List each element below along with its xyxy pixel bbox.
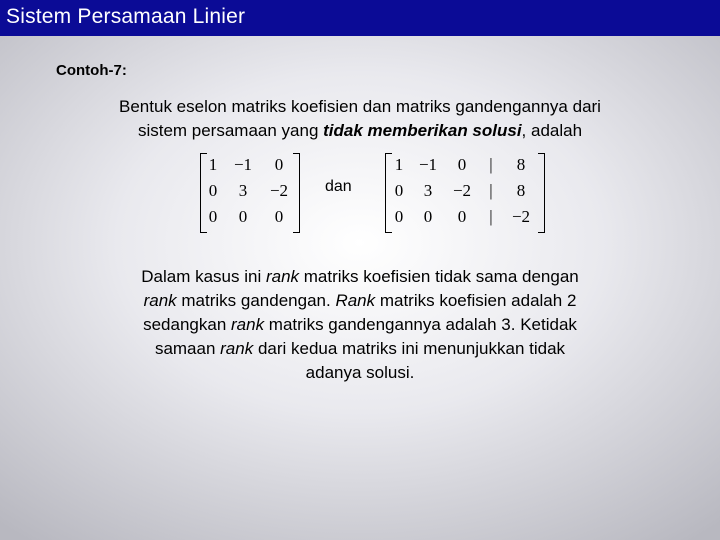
matrix-cell: 0 (274, 207, 284, 226)
conclusion-paragraph (120, 265, 600, 385)
matrix-cell: −2 (452, 181, 472, 200)
matrix-cell: −1 (233, 155, 253, 174)
matrix-cell: 1 (394, 155, 404, 174)
matrix-cell: 0 (423, 207, 433, 226)
right-bracket (538, 153, 545, 233)
matrix-cell: 0 (208, 207, 218, 226)
coefficient-matrix (200, 153, 300, 231)
matrix-cell: −2 (511, 207, 531, 226)
slide-title: Sistem Persamaan Linier (6, 5, 246, 28)
matrix-cell: 0 (394, 207, 404, 226)
matrix-cell: 0 (208, 181, 218, 200)
conclusion-line: rank matriks gandengan. Rank matriks koefisien adalah 2 (143, 291, 577, 310)
title-bar (0, 0, 720, 36)
matrix-cell: 0 (274, 155, 284, 174)
intro-line-1: Bentuk eselon matriks koefisien dan matriks gandengannya dari (119, 97, 601, 116)
conclusion-line: Dalam kasus ini rank matriks koefisien tidak sama dengan (141, 267, 579, 286)
matrix-cell: 1 (208, 155, 218, 174)
right-bracket (293, 153, 300, 233)
matrix-cell: 8 (516, 181, 526, 200)
augmented-matrix (385, 153, 545, 231)
emphasis-text: tidak memberikan solusi (323, 121, 522, 140)
matrix-divider: | (489, 207, 493, 226)
matrix-cell: −2 (269, 181, 289, 200)
matrix-cell: −1 (418, 155, 438, 174)
intro-paragraph (90, 95, 630, 143)
matrix-cell: 0 (457, 155, 467, 174)
matrix-divider: | (489, 155, 493, 174)
matrix-divider: | (489, 181, 493, 200)
connector-text: dan (325, 178, 352, 195)
conclusion-line: samaan rank dari kedua matriks ini menunjukkan tidak (154, 339, 566, 358)
matrix-cell: 0 (457, 207, 467, 226)
conclusion-line: adanya solusi. (305, 363, 415, 382)
intro-line-2: sistem persamaan yang tidak memberikan solusi, adalah (137, 121, 583, 140)
example-label: Contoh-7: (56, 62, 127, 79)
conclusion-line: sedangkan rank matriks gandengannya adalah 3. Ketidak (143, 315, 577, 334)
matrix-cell: 3 (423, 181, 433, 200)
matrix-cell: 8 (516, 155, 526, 174)
matrix-cell: 3 (238, 181, 248, 200)
matrix-cell: 0 (238, 207, 248, 226)
matrix-cell: 0 (394, 181, 404, 200)
